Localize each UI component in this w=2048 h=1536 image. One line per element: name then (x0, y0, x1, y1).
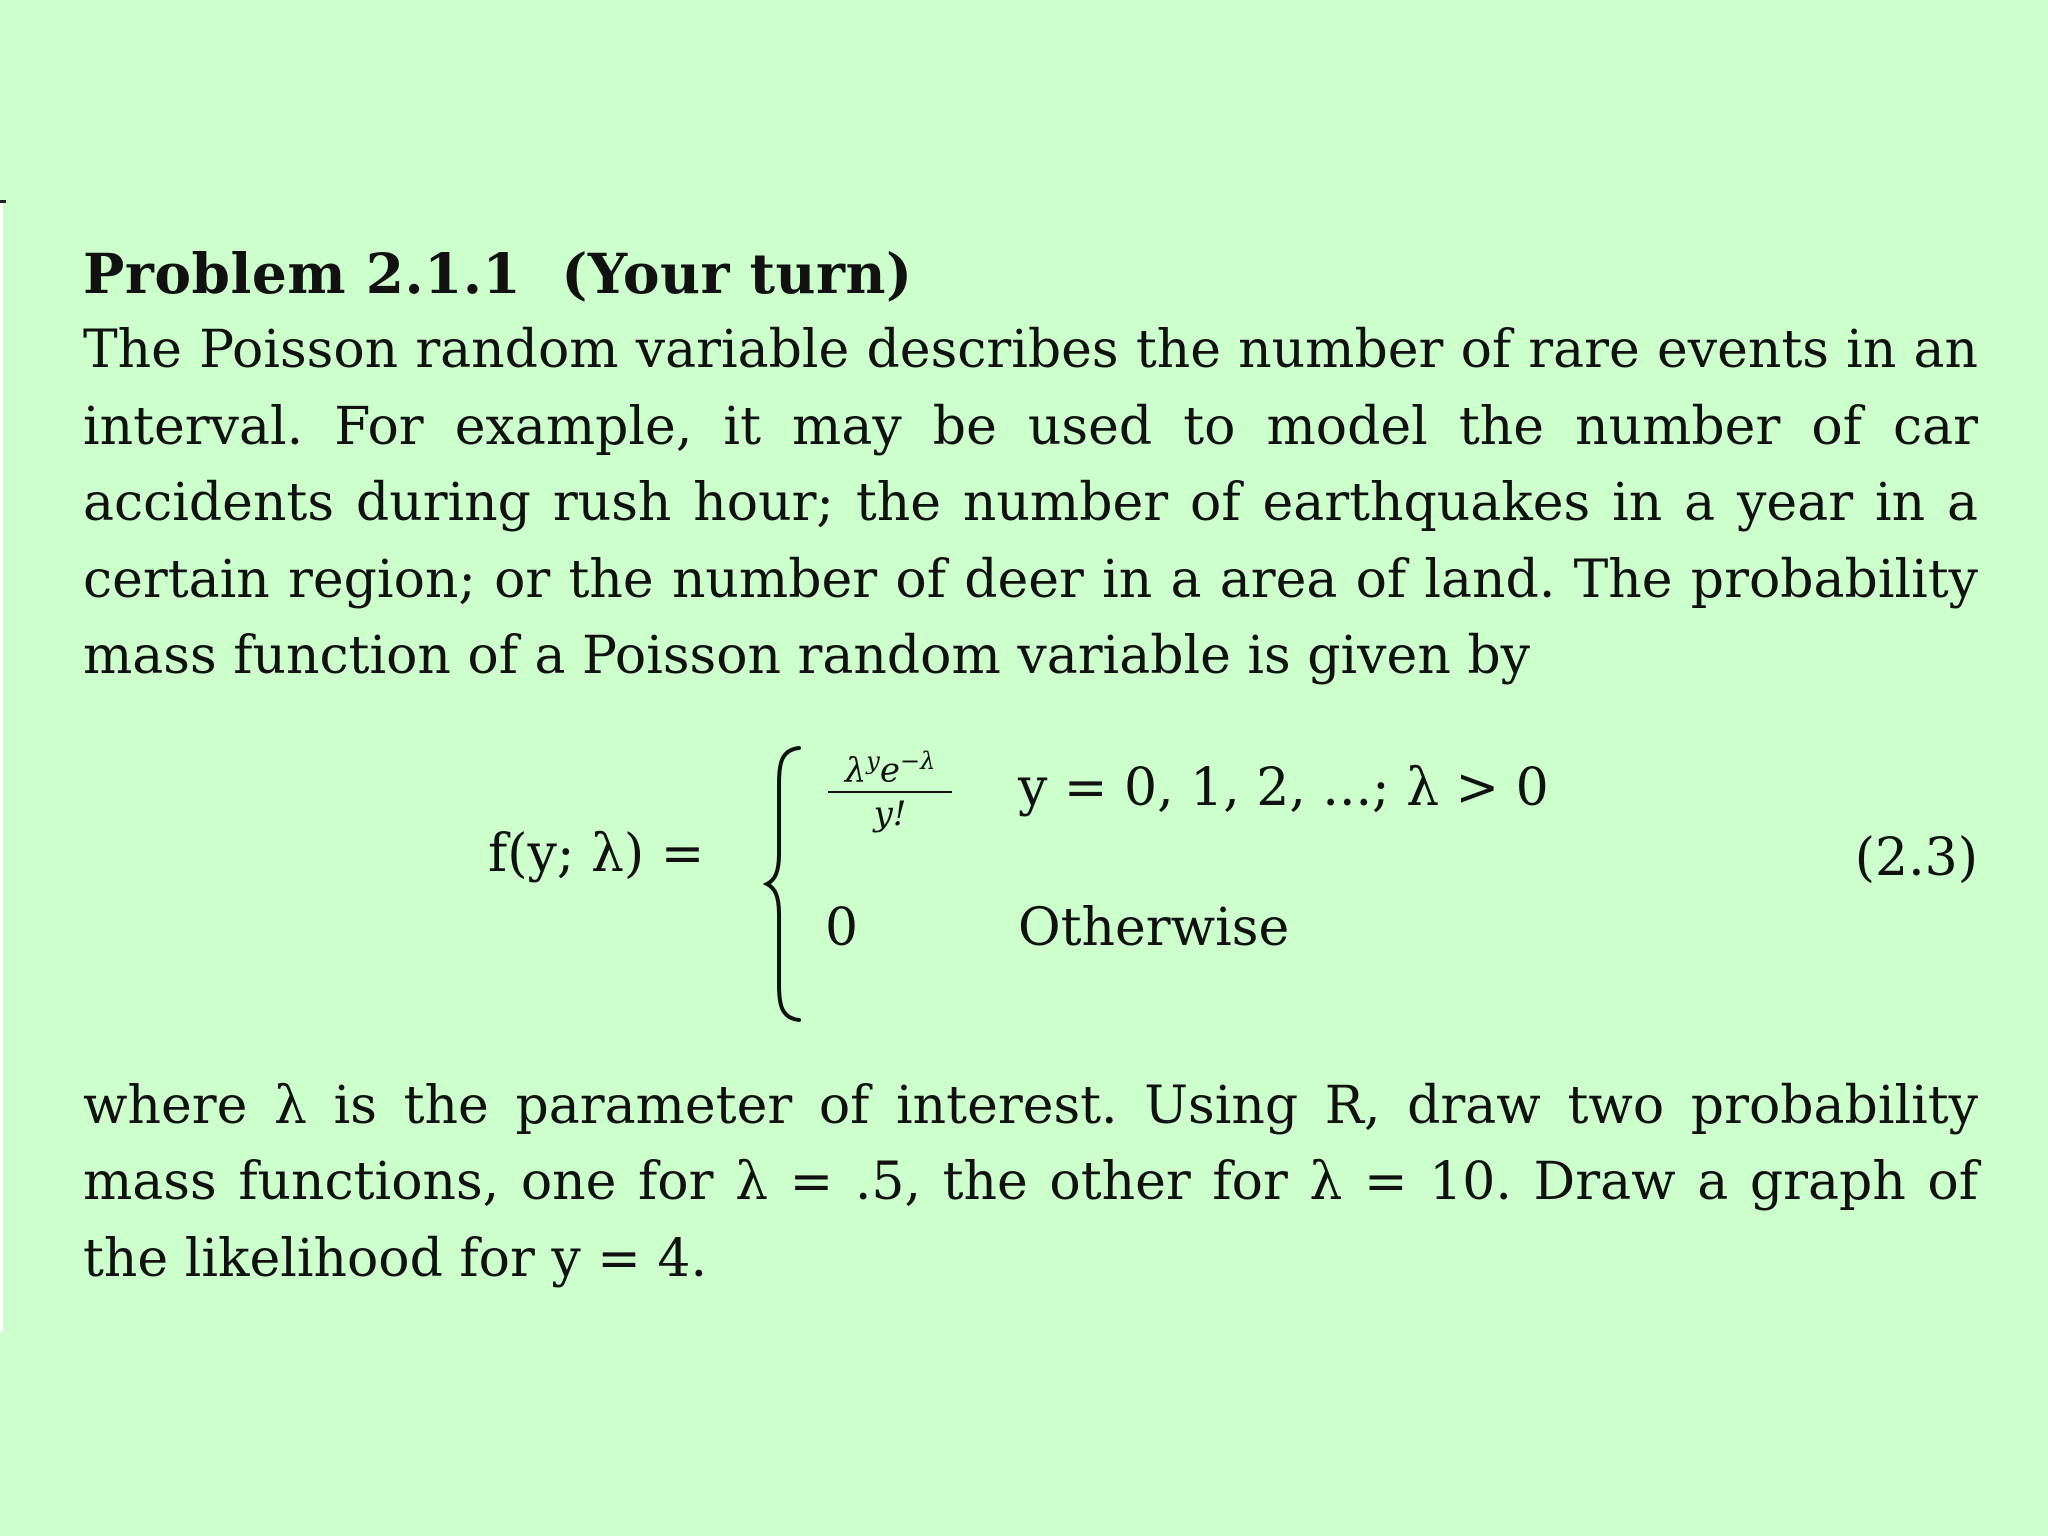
left-edge-line (0, 200, 3, 1332)
case2-value: 0 (825, 897, 859, 958)
equation-lhs: f(y; λ) = (488, 823, 705, 884)
intro-paragraph: The Poisson random variable describes the number of rare events in an interval. For example, it may be used to model the number of car accidents during rush hour; the number of earthquakes in a year in a certain region; or the number of deer in a area of land. The probability mass function of a Poisson random variable is given by (83, 320, 1978, 686)
problem-block (83, 236, 1978, 1297)
problem-heading (83, 236, 1978, 312)
left-brace-icon (763, 744, 803, 1024)
problem-note: (Your turn) (561, 241, 913, 306)
case1-condition: y = 0, 1, 2, ...; λ > 0 (1018, 757, 1549, 818)
task-paragraph: where λ is the parameter of interest. Using R, draw two probability mass functions, one for λ = .5, the other for λ = 10. Draw a graph of the likelihood for y = 4. (83, 1075, 1978, 1289)
problem-number: Problem 2.1.1 (83, 241, 522, 306)
equation-number: (2.3) (1854, 827, 1978, 888)
pmf-fraction (828, 742, 952, 833)
left-edge-tick (0, 200, 6, 203)
case2-condition: Otherwise (1018, 897, 1290, 958)
fraction-denominator: y! (873, 793, 907, 834)
pmf-equation (83, 734, 1978, 1029)
fraction-numerator: $\lambda^ye^{-\lambda}$ (828, 742, 952, 793)
